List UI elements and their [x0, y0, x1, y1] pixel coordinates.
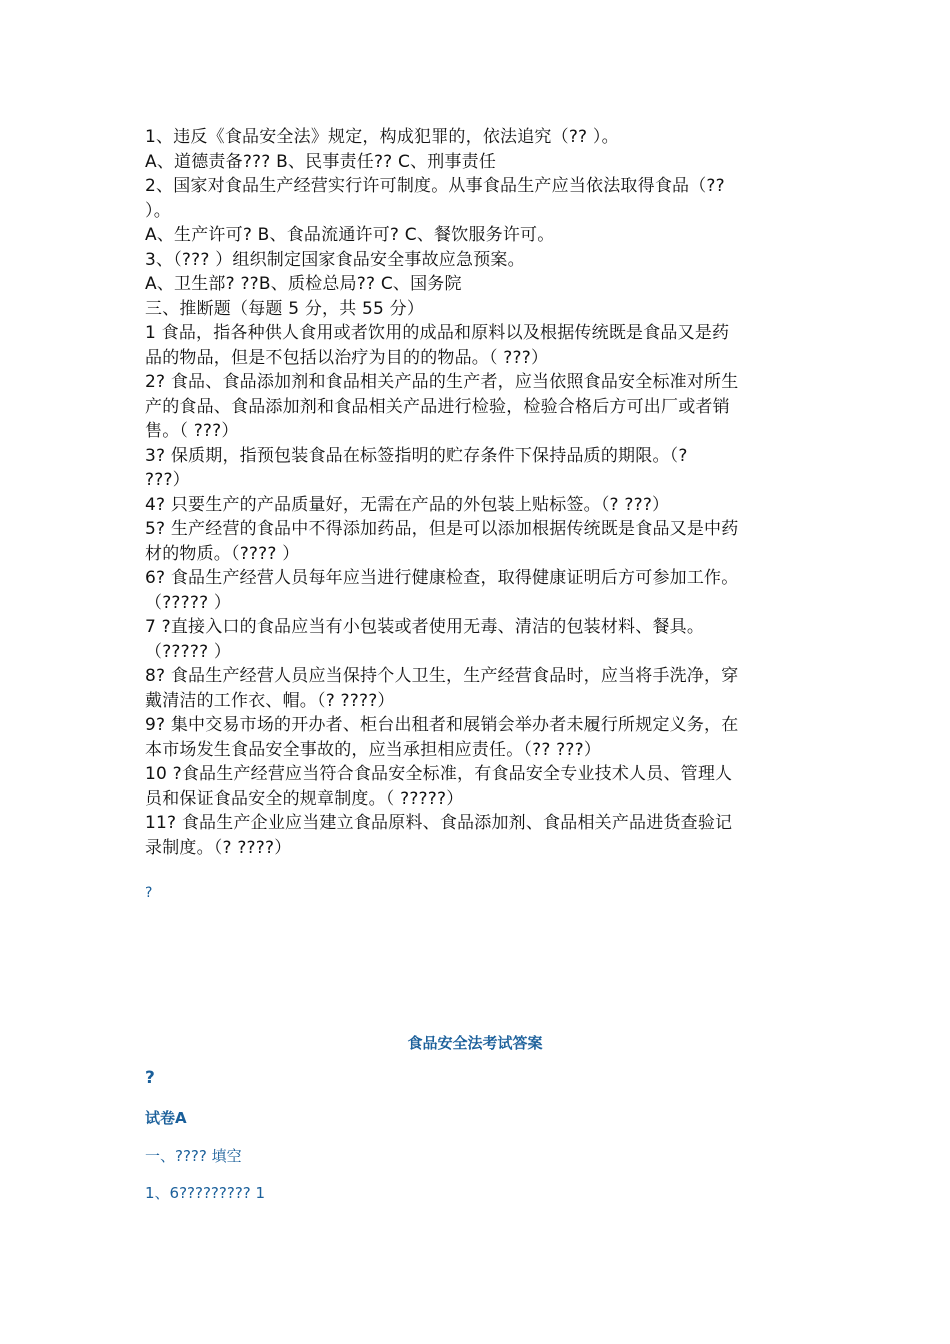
text-line: 8? 食品生产经营人员应当保持个人卫生，生产经营食品时，应当将手洗净，穿 — [145, 666, 739, 686]
answer-question-mark: ? — [145, 1068, 155, 1088]
text-line: 10 ?食品生产经营应当符合食品安全标准，有食品安全专业技术人员、管理人 — [145, 764, 733, 784]
text-line: 5? 生产经营的食品中不得添加药品，但是可以添加根据传统既是食品又是中药 — [145, 519, 739, 539]
text-line: 录制度。（? ????） — [145, 837, 292, 858]
text-line: A、生产许可? B、食品流通许可? C、餐饮服务许可。 — [145, 225, 555, 245]
text-line: 品的物品，但是不包括以治疗为目的的物品。（ ???） — [145, 347, 549, 368]
section-heading: 三、推断题（每题 5 分，共 55 分） — [145, 298, 425, 319]
text-line: 2、国家对食品生产经营实行许可制度。从事食品生产应当依法取得食品（?? — [145, 176, 725, 196]
text-line: 产的食品、食品添加剂和食品相关产品进行检验，检验合格后方可出厂或者销 — [145, 396, 730, 417]
text-line: ???） — [145, 470, 190, 490]
text-line: 售。（ ???） — [145, 421, 239, 441]
text-line: 1、违反《食品安全法》规定，构成犯罪的，依法追究（?? ）。 — [145, 127, 619, 147]
text-line: A、卫生部? ??B、质检总局?? C、国务院 — [145, 274, 462, 294]
text-line: 11? 食品生产企业应当建立食品原料、食品添加剂、食品相关产品进货查验记 — [145, 813, 733, 833]
text-line: 戴清洁的工作衣、帽。（? ????） — [145, 690, 395, 711]
text-line: 9? 集中交易市场的开办者、柜台出租者和展销会举办者未履行所规定义务，在 — [145, 715, 739, 735]
text-line: （????? ） — [145, 592, 232, 613]
text-line: 3? 保质期，指预包装食品在标签指明的贮存条件下保持品质的期限。（? — [145, 445, 688, 466]
answer-title: 食品安全法考试答案 — [407, 1034, 543, 1052]
answer-section-heading: 一、???? 填空 — [145, 1147, 242, 1165]
text-line: ）。 — [145, 200, 171, 221]
text-line: 2? 食品、食品添加剂和食品相关产品的生产者，应当依照食品安全标准对所生 — [145, 372, 739, 392]
answer-item: 1、6????????? 1 — [145, 1184, 266, 1202]
text-line: 7 ?直接入口的食品应当有小包装或者使用无毒、清洁的包装材料、餐具。 — [145, 617, 705, 637]
text-line: 本市场发生食品安全事故的，应当承担相应责任。（?? ???） — [145, 739, 602, 760]
stray-question-mark: ? — [145, 885, 153, 901]
text-line: A、道德责备??? B、民事责任?? C、刑事责任 — [145, 151, 497, 172]
text-line: （????? ） — [145, 641, 232, 662]
exam-questions-body — [145, 125, 810, 860]
text-line: 6? 食品生产经营人员每年应当进行健康检查，取得健康证明后方可参加工作。 — [145, 568, 739, 588]
text-line: 3、（??? ）组织制定国家食品安全事故应急预案。 — [145, 249, 525, 270]
text-line: 材的物质。（???? ） — [145, 543, 300, 564]
text-line: 员和保证食品安全的规章制度。（ ?????） — [145, 788, 464, 809]
text-line: 4? 只要生产的产品质量好，无需在产品的外包装上贴标签。（? ???） — [145, 494, 670, 515]
answer-paper-label: 试卷A — [145, 1109, 187, 1127]
text-line: 1 食品，指各种供人食用或者饮用的成品和原料以及根据传统既是食品又是药 — [145, 323, 730, 343]
